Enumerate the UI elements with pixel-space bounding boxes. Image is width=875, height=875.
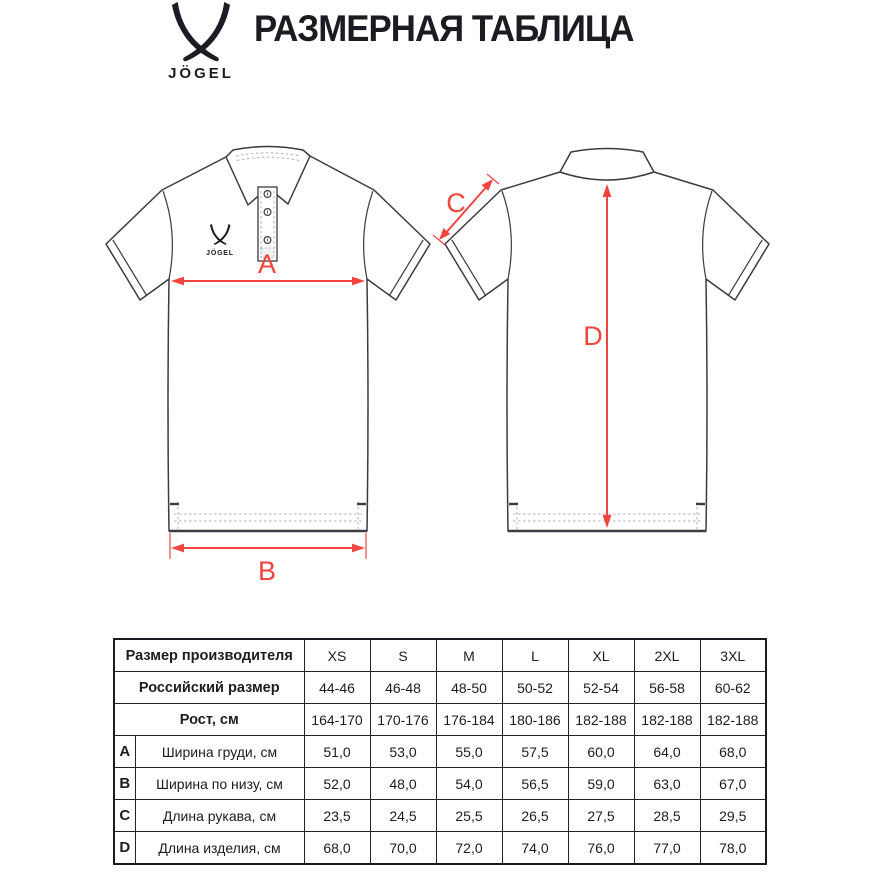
value-cell: 68,0: [304, 832, 370, 865]
value-cell: 46-48: [370, 672, 436, 704]
shirt-front-diagram: [106, 147, 430, 587]
value-cell: 180-186: [502, 704, 568, 736]
size-cell: 2XL: [634, 639, 700, 672]
size-cell: XL: [568, 639, 634, 672]
chest-logo-text: JÖGEL: [206, 250, 234, 257]
value-cell: 56,5: [502, 768, 568, 800]
brand-name: JÖGEL: [168, 65, 234, 82]
value-cell: 70,0: [370, 832, 436, 865]
row-label: Длина рукава, см: [135, 800, 304, 832]
value-cell: 52,0: [304, 768, 370, 800]
polo-diagram-svg: [0, 128, 875, 603]
size-table-wrapper: [113, 638, 767, 865]
value-cell: 26,5: [502, 800, 568, 832]
size-cell: XS: [304, 639, 370, 672]
value-cell: 182-188: [700, 704, 766, 736]
value-cell: 28,5: [634, 800, 700, 832]
measure-label-c: C: [446, 188, 466, 218]
value-cell: 57,5: [502, 736, 568, 768]
table-row-manufacturer-size: [114, 639, 766, 672]
value-cell: 44-46: [304, 672, 370, 704]
value-cell: 60-62: [700, 672, 766, 704]
value-cell: 78,0: [700, 832, 766, 865]
page-title: РАЗМЕРНАЯ ТАБЛИЦА: [254, 8, 634, 49]
size-cell: M: [436, 639, 502, 672]
size-cell: S: [370, 639, 436, 672]
jogel-logo-icon: [171, 2, 231, 62]
value-cell: 29,5: [700, 800, 766, 832]
value-cell: 54,0: [436, 768, 502, 800]
measure-label-b: B: [257, 556, 277, 586]
value-cell: 52-54: [568, 672, 634, 704]
measure-letter-cell: B: [114, 768, 135, 800]
value-cell: 64,0: [634, 736, 700, 768]
value-cell: 170-176: [370, 704, 436, 736]
value-cell: 182-188: [568, 704, 634, 736]
row-label: Длина изделия, см: [135, 832, 304, 865]
size-cell: L: [502, 639, 568, 672]
table-row-height: [114, 704, 766, 736]
value-cell: 55,0: [436, 736, 502, 768]
value-cell: 67,0: [700, 768, 766, 800]
value-cell: 25,5: [436, 800, 502, 832]
value-cell: 77,0: [634, 832, 700, 865]
value-cell: 176-184: [436, 704, 502, 736]
value-cell: 53,0: [370, 736, 436, 768]
size-table: [113, 638, 767, 865]
polo-diagrams: [0, 128, 875, 603]
row-label: Российский размер: [114, 672, 304, 704]
row-label: Размер производителя: [114, 639, 304, 672]
measure-letter-cell: D: [114, 832, 135, 865]
table-row-item-length: [114, 832, 766, 865]
value-cell: 48-50: [436, 672, 502, 704]
bottom-width-arrow: [170, 533, 366, 586]
row-label: Ширина по низу, см: [135, 768, 304, 800]
table-row-russian-size: [114, 672, 766, 704]
value-cell: 23,5: [304, 800, 370, 832]
value-cell: 68,0: [700, 736, 766, 768]
value-cell: 182-188: [634, 704, 700, 736]
value-cell: 56-58: [634, 672, 700, 704]
measure-label-d: D: [583, 321, 603, 351]
value-cell: 48,0: [370, 768, 436, 800]
size-cell: 3XL: [700, 639, 766, 672]
value-cell: 60,0: [568, 736, 634, 768]
table-row-bottom-width: [114, 768, 766, 800]
row-label: Рост, см: [114, 704, 304, 736]
value-cell: 24,5: [370, 800, 436, 832]
measure-letter-cell: A: [114, 736, 135, 768]
measure-label-a: A: [257, 249, 277, 279]
value-cell: 27,5: [568, 800, 634, 832]
row-label: Ширина груди, см: [135, 736, 304, 768]
value-cell: 59,0: [568, 768, 634, 800]
table-row-sleeve-length: [114, 800, 766, 832]
brand-block: [158, 2, 244, 82]
value-cell: 164-170: [304, 704, 370, 736]
value-cell: 72,0: [436, 832, 502, 865]
measure-letter-cell: C: [114, 800, 135, 832]
shirt-back-diagram: [433, 149, 769, 532]
table-row-chest-width: [114, 736, 766, 768]
value-cell: 63,0: [634, 768, 700, 800]
value-cell: 50-52: [502, 672, 568, 704]
value-cell: 76,0: [568, 832, 634, 865]
value-cell: 51,0: [304, 736, 370, 768]
value-cell: 74,0: [502, 832, 568, 865]
